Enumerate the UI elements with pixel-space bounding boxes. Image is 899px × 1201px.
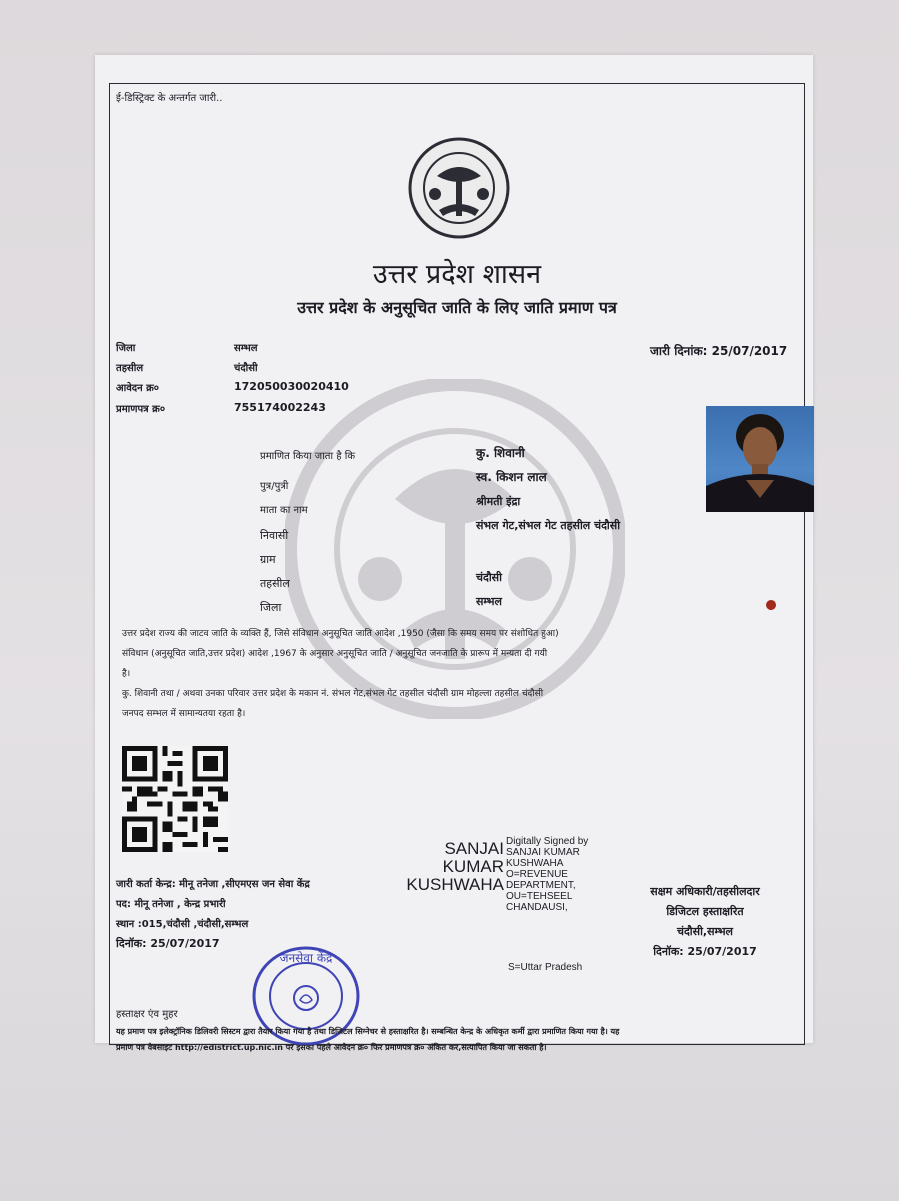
certificate-body: [122, 624, 812, 724]
detail-label-resident: निवासी: [260, 529, 289, 542]
ink-mark: [765, 599, 778, 612]
footer-line-1: यह प्रमाण पत्र इलेक्ट्रॉनिक डिलिवरी सिस्टम द्वारा तैयार किया गया है तथा डिजिटल सिग्नेचर से हस्ताक्षरित है। सम्बन्धित केन्द्र के अधिकृत कर्मी द्वारा प्रमाणित किया गया है। यह: [116, 1027, 620, 1036]
detail-value-mother: श्रीमती इंद्रा: [476, 495, 521, 508]
detail-value-district: सम्भल: [476, 595, 502, 608]
body-line-4: कु. शिवानी तथा / अथवा उनका परिवार उत्तर प्रदेश के मकान नं. संभल गेट,संभल गेट तहसील चंदौसी ग्राम मोहल्ला तहसील चंदौसी: [122, 689, 544, 699]
signature-detail-line: Digitally Signed by: [506, 836, 589, 847]
signature-detail-line: KUSHWAHA: [506, 858, 564, 869]
detail-label-tehsil: तहसील: [260, 577, 290, 590]
authority-date: दिनॉक: 25/07/2017: [653, 945, 757, 958]
issue-date: [650, 342, 787, 359]
issuer-place: स्थान :015,चंदौसी ,चंदौसी,सम्भल: [116, 919, 249, 930]
detail-label-parent: पुत्र/पुत्री: [260, 481, 289, 492]
issuer-note: ई-डिस्ट्रिक्ट के अन्तर्गत जारी..: [116, 93, 223, 104]
signature-details: [506, 836, 588, 913]
signature-seal-label: हस्ताक्षर एंव मुहर: [116, 1009, 178, 1020]
certificate-page: [95, 55, 813, 1052]
signer-name-line2: KUMAR: [442, 857, 504, 876]
authority-signed: डिजिटल हस्ताक्षरित: [666, 905, 744, 918]
detail-label-certify: प्रमाणित किया जाता है कि: [260, 451, 356, 462]
meta-certificate-label: प्रमाणपत्र क्र०: [116, 404, 166, 415]
issue-date-value: 25/07/2017: [711, 344, 788, 358]
signer-name-line1: SANJAI: [444, 839, 504, 858]
signature-detail-line: DEPARTMENT,: [506, 880, 576, 891]
page-subtitle: उत्तर प्रदेश के अनुसूचित जाति के लिए जाति प्रमाण पत्र: [297, 298, 617, 317]
signer-name-line3: KUSHWAHA: [406, 875, 504, 894]
authority-place: चंदौसी,सम्भल: [676, 925, 734, 938]
meta-tehsil-label: तहसील: [116, 363, 144, 374]
up-government-emblem: [407, 136, 511, 240]
signature-detail-line: O=REVENUE: [506, 869, 568, 880]
detail-value-resident: संभल गेट,संभल गेट तहसील चंदौसी: [476, 519, 621, 532]
signature-state: S=Uttar Pradesh: [508, 962, 583, 973]
signature-detail-line: OU=TEHSEEL: [506, 891, 573, 902]
meta-application-value: 172050030020410: [234, 380, 349, 393]
meta-district-label: जिला: [116, 343, 136, 354]
detail-label-village: ग्राम: [260, 553, 276, 566]
issuer-date: दिनॉक: 25/07/2017: [116, 937, 220, 950]
certificate-border: [109, 83, 805, 1052]
meta-application-label: आवेदन क्र०: [116, 383, 160, 394]
issue-date-label: जारी दिनांक:: [650, 344, 708, 358]
detail-value-name: कु. शिवानी: [476, 446, 525, 460]
issuer-post: पद: मीनू तनेजा , केन्द्र प्रभारी: [116, 899, 226, 910]
body-line-2: संविधान (अनुसूचित जाति,उत्तर प्रदेश) आदेश ,1967 के अनुसार अनुसूचित जाति / अनुसूचित जनजाति के प्रारूप में मन्यता दी गयी: [122, 649, 548, 659]
signature-detail-line: CHANDAUSI,: [506, 902, 568, 913]
authority-title: सक्षम अधिकारी/तहसीलदार: [650, 885, 760, 898]
detail-value-tehsil: चंदौसी: [476, 571, 502, 584]
seal-text: जनसेवा केंद्र: [279, 951, 333, 965]
meta-certificate-value: 755174002243: [234, 401, 326, 414]
body-line-5: जनपद सम्भल में सामान्यतया रहता है।: [122, 709, 246, 719]
applicant-photo: [706, 406, 814, 512]
signature-detail-line: SANJAI KUMAR: [506, 847, 580, 858]
body-line-3: है।: [122, 669, 131, 679]
meta-district-value: सम्भल: [234, 343, 258, 354]
detail-value-father: स्व. किशन लाल: [476, 470, 547, 484]
detail-label-district: जिला: [260, 601, 282, 614]
qr-code: [122, 746, 228, 852]
detail-label-mother: माता का नाम: [260, 505, 308, 516]
body-line-1: उत्तर प्रदेश राज्य की जाटव जाति के व्यक्ति हैं, जिसे संविधान अनुसूचित जाति आदेश ,1950 (जैसा कि समय समय पर संशोधित हुआ): [122, 629, 559, 639]
footer-line-2: प्रमाण पत्र वेबसाइट http://edistrict.up.nic.in पर इसका पहले आवेदन क्र० फिर प्रमाणपत्र क्र० अंकित कर,सत्यापित किया जा सकता है।: [116, 1043, 547, 1052]
meta-tehsil-value: चंदौसी: [234, 363, 258, 374]
signer-name-block: [392, 840, 504, 894]
issuer-center: जारी कर्ता केन्द्र: मीनू तनेजा ,सीएमएस जन सेवा केंद्र: [116, 879, 310, 890]
page-title: उत्तर प्रदेश शासन: [372, 259, 542, 290]
